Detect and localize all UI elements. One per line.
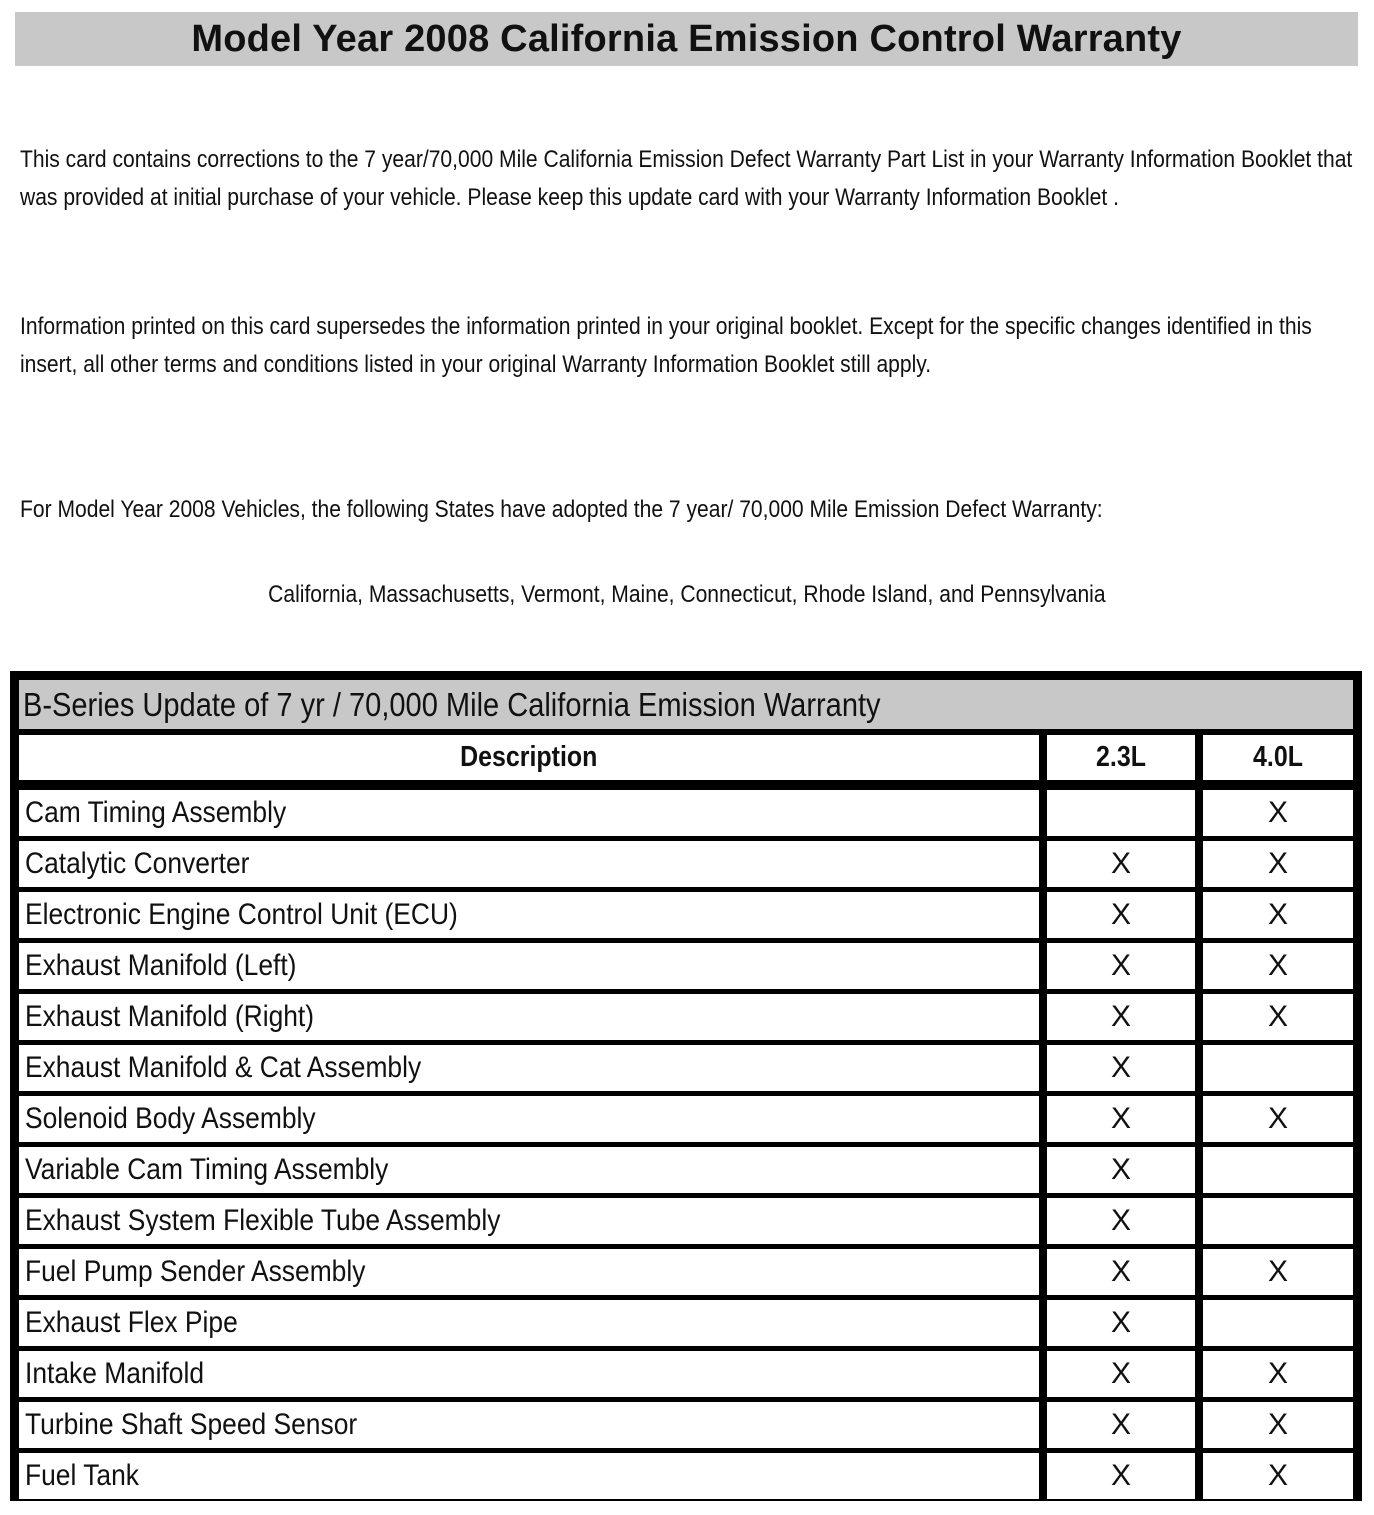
coverage-mark: X (1110, 1153, 1131, 1186)
engine-2-3l-mark (1047, 1351, 1195, 1397)
coverage-mark: X (1110, 898, 1131, 931)
part-name: Exhaust Manifold (Left) (25, 949, 297, 982)
part-name: Intake Manifold (25, 1357, 205, 1390)
header-label: 4.0L (1253, 741, 1303, 773)
coverage-mark: X (1110, 1255, 1131, 1288)
header-4-0l (1203, 735, 1353, 780)
part-name: Exhaust Manifold & Cat Assembly (25, 1051, 422, 1084)
engine-4-0l-mark (1203, 892, 1353, 938)
engine-2-3l-mark (1047, 1402, 1195, 1448)
part-description (19, 1453, 1039, 1499)
part-name: Fuel Pump Sender Assembly (25, 1255, 366, 1288)
part-description (19, 1300, 1039, 1346)
engine-2-3l-mark (1047, 790, 1195, 836)
coverage-mark: X (1267, 1459, 1288, 1492)
part-name: Exhaust System Flexible Tube Assembly (25, 1204, 501, 1237)
coverage-mark: X (1267, 1408, 1288, 1441)
page-title: Model Year 2008 California Emission Control Warranty (15, 12, 1358, 66)
engine-4-0l-mark (1203, 1453, 1353, 1499)
coverage-mark: X (1267, 898, 1288, 931)
engine-4-0l-mark (1203, 1096, 1353, 1142)
coverage-mark: X (1110, 1102, 1131, 1135)
part-description (19, 943, 1039, 989)
coverage-mark: X (1110, 1306, 1131, 1339)
part-name: Exhaust Flex Pipe (25, 1306, 238, 1339)
coverage-mark: X (1267, 1255, 1288, 1288)
engine-2-3l-mark (1047, 1096, 1195, 1142)
part-name: Variable Cam Timing Assembly (25, 1153, 389, 1186)
coverage-mark: X (1267, 796, 1288, 829)
part-description (19, 1351, 1039, 1397)
coverage-mark: X (1110, 949, 1131, 982)
part-name: Fuel Tank (25, 1459, 139, 1492)
coverage-mark: X (1110, 1051, 1131, 1084)
part-description (19, 1198, 1039, 1244)
coverage-mark: X (1110, 1000, 1131, 1033)
engine-2-3l-mark (1047, 994, 1195, 1040)
part-description (19, 1249, 1039, 1295)
part-description (19, 1045, 1039, 1091)
part-description (19, 841, 1039, 887)
coverage-mark: X (1110, 1204, 1131, 1237)
engine-4-0l-mark (1203, 1045, 1353, 1091)
states-intro-paragraph: For Model Year 2008 Vehicles, the following States have adopted the 7 year/ 70,000 Mile Emission Defect Warranty: (20, 496, 1103, 523)
states-list (0, 576, 1374, 614)
header-2-3l (1047, 735, 1195, 780)
coverage-mark: X (1110, 1408, 1131, 1441)
part-description (19, 1096, 1039, 1142)
engine-2-3l-mark (1047, 892, 1195, 938)
coverage-mark: X (1110, 1459, 1131, 1492)
part-description (19, 994, 1039, 1040)
coverage-mark: X (1267, 1000, 1288, 1033)
part-name: Solenoid Body Assembly (25, 1102, 316, 1135)
engine-2-3l-mark (1047, 1147, 1195, 1193)
part-name: Electronic Engine Control Unit (ECU) (25, 898, 458, 931)
engine-4-0l-mark (1203, 1147, 1353, 1193)
engine-2-3l-mark (1047, 1045, 1195, 1091)
engine-2-3l-mark (1047, 1198, 1195, 1244)
supersede-paragraph: Information printed on this card supersedes the information printed in your original booklet. Except for the specific changes identified in this insert, all other terms and conditions listed in your original Warranty Information Booklet still apply. (20, 313, 1312, 378)
engine-2-3l-mark (1047, 1453, 1195, 1499)
intro-paragraph: This card contains corrections to the 7 year/70,000 Mile California Emission Defect Warranty Part List in your Warranty Information Booklet that was provided at initial purchase of your vehicle. Please keep this update card with your Warranty Information Booklet . (20, 146, 1353, 211)
part-description (19, 892, 1039, 938)
engine-4-0l-mark (1203, 790, 1353, 836)
header-label: 2.3L (1096, 741, 1146, 773)
part-description (19, 1147, 1039, 1193)
coverage-mark: X (1267, 847, 1288, 880)
engine-4-0l-mark (1203, 943, 1353, 989)
part-name: Cam Timing Assembly (25, 796, 287, 829)
states-text: California, Massachusetts, Vermont, Maine, Connecticut, Rhode Island, and Pennsylvania (268, 581, 1106, 608)
header-label: Description (460, 741, 598, 773)
coverage-mark: X (1110, 1357, 1131, 1390)
engine-4-0l-mark (1203, 1198, 1353, 1244)
part-name: Exhaust Manifold (Right) (25, 1000, 315, 1033)
engine-2-3l-mark (1047, 943, 1195, 989)
coverage-mark: X (1267, 1357, 1288, 1390)
coverage-mark: X (1267, 949, 1288, 982)
engine-2-3l-mark (1047, 841, 1195, 887)
part-description (19, 790, 1039, 836)
part-name: Catalytic Converter (25, 847, 250, 880)
table-title (19, 680, 1353, 729)
engine-2-3l-mark (1047, 1300, 1195, 1346)
part-description (19, 1402, 1039, 1448)
engine-4-0l-mark (1203, 1300, 1353, 1346)
part-name: Turbine Shaft Speed Sensor (25, 1408, 358, 1441)
engine-4-0l-mark (1203, 1351, 1353, 1397)
engine-4-0l-mark (1203, 994, 1353, 1040)
warranty-parts-table (10, 671, 1362, 1501)
coverage-mark: X (1110, 847, 1131, 880)
table-title-text: B-Series Update of 7 yr / 70,000 Mile California Emission Warranty (23, 686, 881, 723)
header-description (19, 735, 1039, 780)
coverage-mark: X (1267, 1102, 1288, 1135)
engine-4-0l-mark (1203, 1402, 1353, 1448)
engine-4-0l-mark (1203, 841, 1353, 887)
engine-2-3l-mark (1047, 1249, 1195, 1295)
engine-4-0l-mark (1203, 1249, 1353, 1295)
